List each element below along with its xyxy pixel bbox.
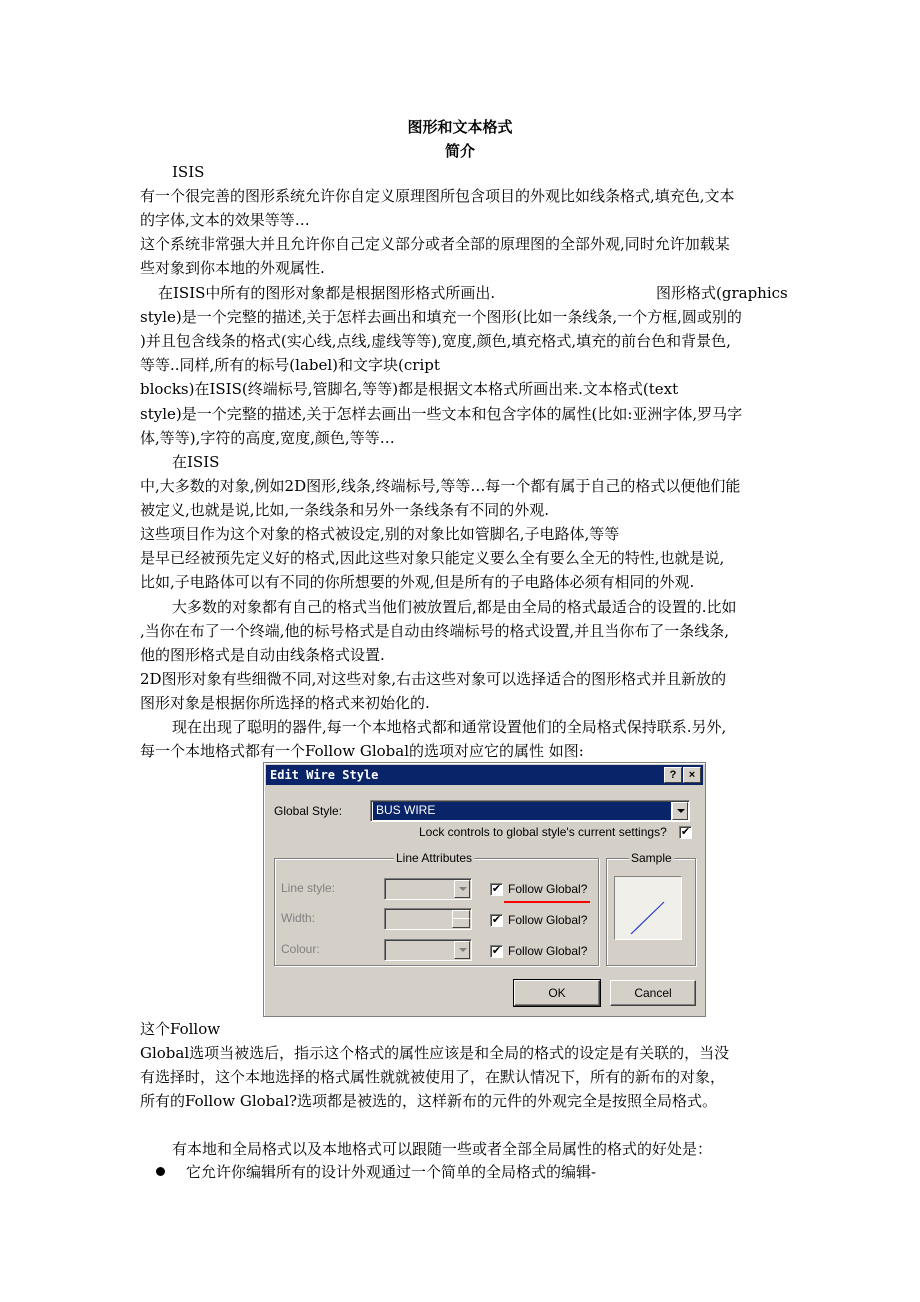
line-style-select[interactable] xyxy=(384,878,472,900)
follow-global-checkbox-width[interactable]: ✔ xyxy=(491,914,502,926)
text-line: 等等..同样,所有的标号(label)和文字块(cript xyxy=(140,356,440,374)
chevron-down-icon[interactable] xyxy=(454,880,470,898)
sample-preview xyxy=(614,876,682,940)
chevron-down-icon[interactable] xyxy=(672,802,688,820)
text-line: 有选择时，这个本地选择的格式属性就就被使用了，在默认情况下，所有的新布的对象， xyxy=(140,1068,726,1086)
doc-title: 图形和文本格式 xyxy=(407,118,513,136)
lock-controls-label: Lock controls to global style's current settings? xyxy=(419,825,667,839)
text-line: 图形对象是根据你所选择的格式来初始化的. xyxy=(140,694,430,712)
follow-global-checkbox-style[interactable]: ✔ xyxy=(491,883,502,895)
text-line: 所有的Follow Global?选项都是被选的，这样新布的元件的外观完全是按照全局格式。 xyxy=(140,1092,718,1110)
chevron-down-icon[interactable] xyxy=(454,941,470,959)
follow-global-label: Follow Global? xyxy=(508,882,588,896)
text-line: Global选项当被选后，指示这个格式的属性应该是和全局的格式的设定是有关联的，当没 xyxy=(140,1044,730,1062)
colour-label: Colour: xyxy=(281,942,320,956)
text-line: 体,等等),字符的高度,宽度,颜色,等等… xyxy=(140,429,395,447)
text-line: 2D图形对象有些细微不同,对这些对象,右击这些对象可以选择适合的图形格式并且新放的 xyxy=(140,670,727,688)
text-line: 图形格式(graphics xyxy=(656,284,788,302)
help-button[interactable]: ? xyxy=(664,767,682,783)
ok-button[interactable]: OK xyxy=(514,980,600,1006)
dialog-title: Edit Wire Style xyxy=(270,768,379,782)
text-line: 被定义,也就是说,比如,一条线条和另外一条线条有不同的外观. xyxy=(140,501,550,519)
colour-select[interactable] xyxy=(384,939,472,961)
follow-global-checkbox-colour[interactable]: ✔ xyxy=(491,945,502,957)
bullet-icon xyxy=(156,1167,165,1176)
text-line: style)是一个完整的描述,关于怎样去画出和填充一个图形(比如一条线条,一个方框,圆或别的 xyxy=(140,308,742,326)
text-line: 这个Follow xyxy=(140,1020,221,1038)
line-style-label: Line style: xyxy=(281,881,336,895)
close-button[interactable]: × xyxy=(683,767,701,783)
text-line: 的字体,文本的效果等等… xyxy=(140,211,310,229)
text-line: 这个系统非常强大并且允许你自己定义部分或者全部的原理图的全部外观,同时允许加载某 xyxy=(140,235,730,253)
lock-controls-checkbox[interactable]: ✔ xyxy=(680,826,691,838)
red-underline xyxy=(504,901,590,903)
text-line: 中,大多数的对象,例如2D图形,线条,终端标号,等等…每一个都有属于自己的格式以便他们能 xyxy=(140,477,741,495)
text-line: 大多数的对象都有自己的格式当他们被放置后,都是由全局的格式最适合的设置的.比如 xyxy=(172,598,737,616)
text-line: style)是一个完整的描述,关于怎样去画出一些文本和包含字体的属性(比如:亚洲字体,罗马字 xyxy=(140,405,743,423)
follow-global-label: Follow Global? xyxy=(508,913,588,927)
width-label: Width: xyxy=(281,911,316,925)
global-style-select[interactable] xyxy=(370,800,690,822)
text-line: blocks)在ISIS(终端标号,管脚名,等等)都是根据文本格式所画出来.文本格式(text xyxy=(140,380,679,398)
global-style-label: Global Style: xyxy=(274,804,343,818)
text-line: 每一个本地格式都有一个Follow Global的选项对应它的属性 如图: xyxy=(140,742,584,760)
text-line: ISIS xyxy=(172,163,205,181)
global-style-value: BUS WIRE xyxy=(373,802,671,820)
text-line: 在ISIS中所有的图形对象都是根据图形格式所画出. xyxy=(158,284,496,302)
text-line: 比如,子电路体可以有不同的你所想要的外观,但是所有的子电路体必须有相同的外观. xyxy=(140,573,695,591)
text-line: 现在出现了聪明的器件,每一个本地格式都和通常设置他们的全局格式保持联系.另外, xyxy=(172,718,727,736)
list-item: 它允许你编辑所有的设计外观通过一个简单的全局格式的编辑- xyxy=(186,1163,597,1181)
sample-title: Sample xyxy=(631,851,672,865)
sample-wire-line xyxy=(615,877,681,939)
text-line: )并且包含线条的格式(实心线,点线,虚线等等),宽度,颜色,填充格式,填充的前台色和背景色, xyxy=(140,332,731,350)
follow-global-label: Follow Global? xyxy=(508,944,588,958)
text-line: 这些项目作为这个对象的格式被设定,别的对象比如管脚名,子电路体,等等 xyxy=(140,525,620,543)
edit-wire-style-dialog xyxy=(263,762,706,1017)
text-line: 些对象到你本地的外观属性. xyxy=(140,259,325,277)
doc-subtitle: 简介 xyxy=(444,142,475,160)
text-line: 是早已经被预先定义好的格式,因此这些对象只能定义要么全有要么全无的特性,也就是说, xyxy=(140,549,725,567)
text-line: ,当你在布了一个终端,他的标号格式是自动由终端标号的格式设置,并且当你布了一条线条, xyxy=(140,622,730,640)
text-line: 在ISIS xyxy=(172,453,220,471)
dialog-titlebar xyxy=(266,765,703,785)
text-line: 他的图形格式是自动由线条格式设置. xyxy=(140,646,385,664)
line-attributes-title: Line Attributes xyxy=(396,851,473,865)
text-line: 有一个很完善的图形系统允许你自定义原理图所包含项目的外观比如线条格式,填充色,文本 xyxy=(140,187,735,205)
stepper-down-icon[interactable] xyxy=(452,918,470,928)
width-stepper[interactable] xyxy=(384,908,472,930)
text-line: 有本地和全局格式以及本地格式可以跟随一些或者全部全局属性的格式的好处是： xyxy=(172,1140,713,1158)
cancel-button[interactable]: Cancel xyxy=(610,980,696,1006)
